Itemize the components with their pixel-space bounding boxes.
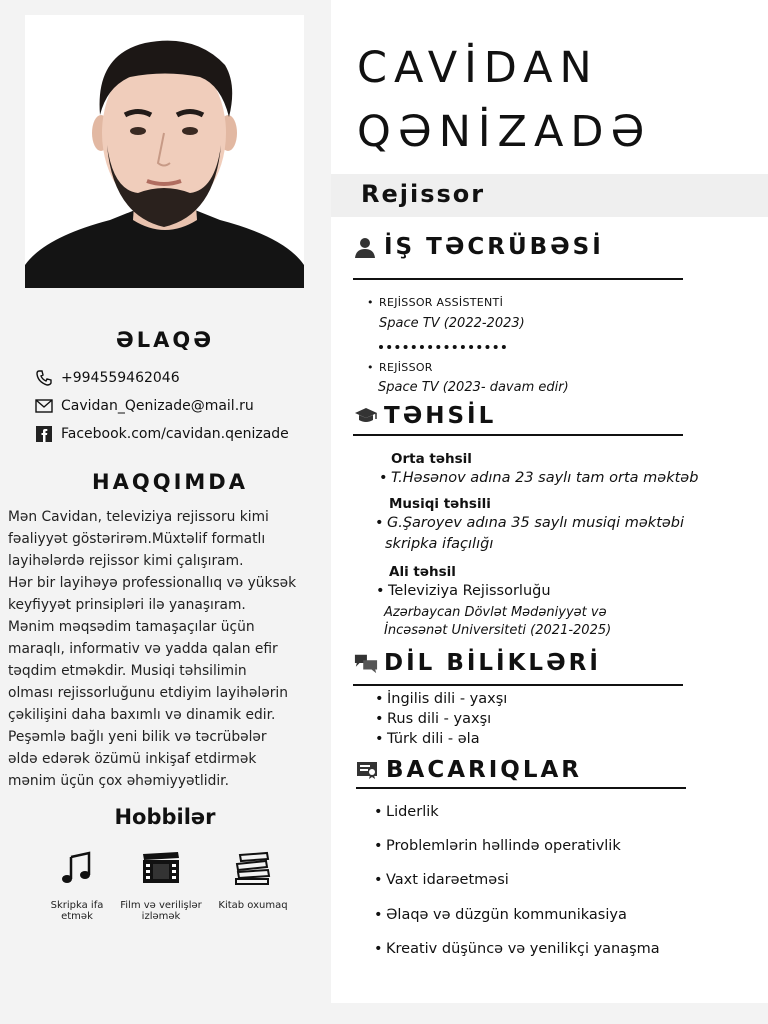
about-line: mənim üçün çox əhəmiyyətlidir. bbox=[8, 773, 229, 789]
phone-icon bbox=[35, 369, 53, 387]
about-line: keyfiyyət prinsipləri ilə yanaşıram. bbox=[8, 597, 246, 613]
facebook-icon bbox=[35, 425, 53, 443]
skill-item: • Əlaqə və düzgün kommunikasiya bbox=[386, 907, 627, 923]
language-item: • Rus dili - yaxşı bbox=[387, 711, 491, 727]
speech-bubbles-icon bbox=[354, 652, 378, 674]
skills-rule bbox=[356, 787, 686, 789]
education-line: skripka ifaçılığı bbox=[385, 536, 494, 552]
experience-title: İŞ TƏCRÜBƏSİ bbox=[384, 234, 604, 260]
language-item: • İngilis dili - yaxşı bbox=[387, 691, 507, 707]
name-last: QƏNİZADƏ bbox=[357, 107, 652, 157]
about-line: olması rejissorluğunu etdiyim layihələrin bbox=[8, 685, 288, 701]
skill-item: • Vaxt idarəetməsi bbox=[386, 872, 509, 888]
about-line: Mənim məqsədim tamaşaçılar üçün bbox=[8, 619, 255, 635]
experience-position: • REJİSSOR ASSİSTENTİ bbox=[379, 296, 503, 309]
hobby-label: etmək bbox=[61, 911, 93, 922]
facebook-text: Facebook.com/cavidan.qenizade bbox=[61, 426, 289, 442]
education-title: TƏHSİL bbox=[384, 403, 497, 429]
skills-heading bbox=[356, 757, 582, 783]
about-line: maraqlı, informativ və yadda qalan efir bbox=[8, 641, 278, 657]
portrait-illustration bbox=[25, 15, 304, 288]
experience-place: Space TV (2022-2023) bbox=[379, 316, 525, 331]
experience-rule bbox=[353, 278, 683, 280]
languages-rule bbox=[353, 684, 683, 686]
email-row[interactable] bbox=[35, 397, 254, 415]
experience-heading bbox=[354, 234, 604, 260]
graduation-cap-icon bbox=[354, 407, 378, 425]
about-line: layihələrdə rejissor kimi çalışıram. bbox=[8, 553, 244, 569]
job-title: Rejissor bbox=[361, 180, 486, 208]
about-line: çəkilişini daha baxımlı və dinamik edir. bbox=[8, 707, 276, 723]
books-icon bbox=[208, 848, 298, 888]
email-text: Cavidan_Qenizade@mail.ru bbox=[61, 398, 254, 414]
education-rule bbox=[353, 434, 683, 436]
person-icon bbox=[354, 236, 378, 258]
hobby-label: Kitab oxumaq bbox=[218, 900, 288, 911]
skills-title: BACARIQLAR bbox=[386, 757, 582, 783]
hobby-film bbox=[116, 848, 206, 922]
about-line: təqdim etməkdir. Musiqi təhsilimin bbox=[8, 663, 247, 679]
hobby-label: Film və verilişlər bbox=[120, 900, 202, 911]
education-line: Azərbaycan Dövlət Mədəniyyət və bbox=[384, 605, 607, 620]
phone-text: +994559462046 bbox=[61, 370, 180, 386]
about-text bbox=[8, 506, 328, 792]
about-line: Peşəmlə bağlı yeni bilik və təcrübələr bbox=[8, 729, 267, 745]
envelope-icon bbox=[35, 397, 53, 415]
education-line: İncəsənət Universiteti (2021-2025) bbox=[384, 623, 612, 638]
phone-row[interactable] bbox=[35, 369, 180, 387]
certificate-icon bbox=[356, 760, 380, 780]
hobby-books bbox=[208, 848, 298, 911]
experience-position: • REJİSSOR bbox=[379, 361, 433, 374]
languages-heading bbox=[354, 650, 601, 676]
education-heading-item: Orta təhsil bbox=[391, 451, 472, 467]
skill-item: • Problemlərin həllində operativlik bbox=[386, 838, 621, 854]
education-line: • T.Həsənov adına 23 saylı tam orta məktəb bbox=[391, 470, 698, 486]
about-line: fəaliyyət göstərirəm.Müxtəlif formatlı bbox=[8, 531, 266, 547]
skill-item: • Liderlik bbox=[386, 804, 439, 820]
education-line: • Televiziya Rejissorluğu bbox=[388, 583, 551, 599]
education-heading-item: Ali təhsil bbox=[389, 564, 456, 580]
facebook-row[interactable] bbox=[35, 425, 289, 443]
hobbies-title: Hobbilər bbox=[114, 805, 216, 829]
education-heading bbox=[354, 403, 496, 429]
education-heading-item: Musiqi təhsili bbox=[389, 496, 491, 512]
languages-title: DİL BİLİKLƏRİ bbox=[384, 650, 601, 676]
education-line: • G.Şaroyev adına 35 saylı musiqi məktəbi bbox=[387, 515, 684, 531]
hobby-label: izləmək bbox=[141, 911, 181, 922]
skill-item: • Kreativ düşüncə və yenilikçi yanaşma bbox=[386, 941, 660, 957]
hobby-violin bbox=[32, 848, 122, 922]
experience-place: Space TV (2023- davam edir) bbox=[378, 380, 569, 395]
contact-title: ƏLAQƏ bbox=[115, 328, 215, 352]
about-line: əldə edərək özümü inkişaf etdirmək bbox=[8, 751, 257, 767]
profile-photo bbox=[25, 15, 304, 288]
film-strip-icon bbox=[116, 848, 206, 888]
about-title: HAQQIMDA bbox=[92, 470, 248, 494]
name-first: CAVİDAN bbox=[357, 43, 599, 93]
dotted-divider bbox=[379, 345, 506, 349]
language-item: • Türk dili - əla bbox=[387, 731, 480, 747]
hobby-label: Skripka ifa bbox=[50, 900, 104, 911]
music-note-icon bbox=[32, 848, 122, 888]
about-line: Mən Cavidan, televiziya rejissoru kimi bbox=[8, 509, 269, 525]
about-line: Hər bir layihəyə professionallıq və yüksək bbox=[8, 575, 297, 591]
